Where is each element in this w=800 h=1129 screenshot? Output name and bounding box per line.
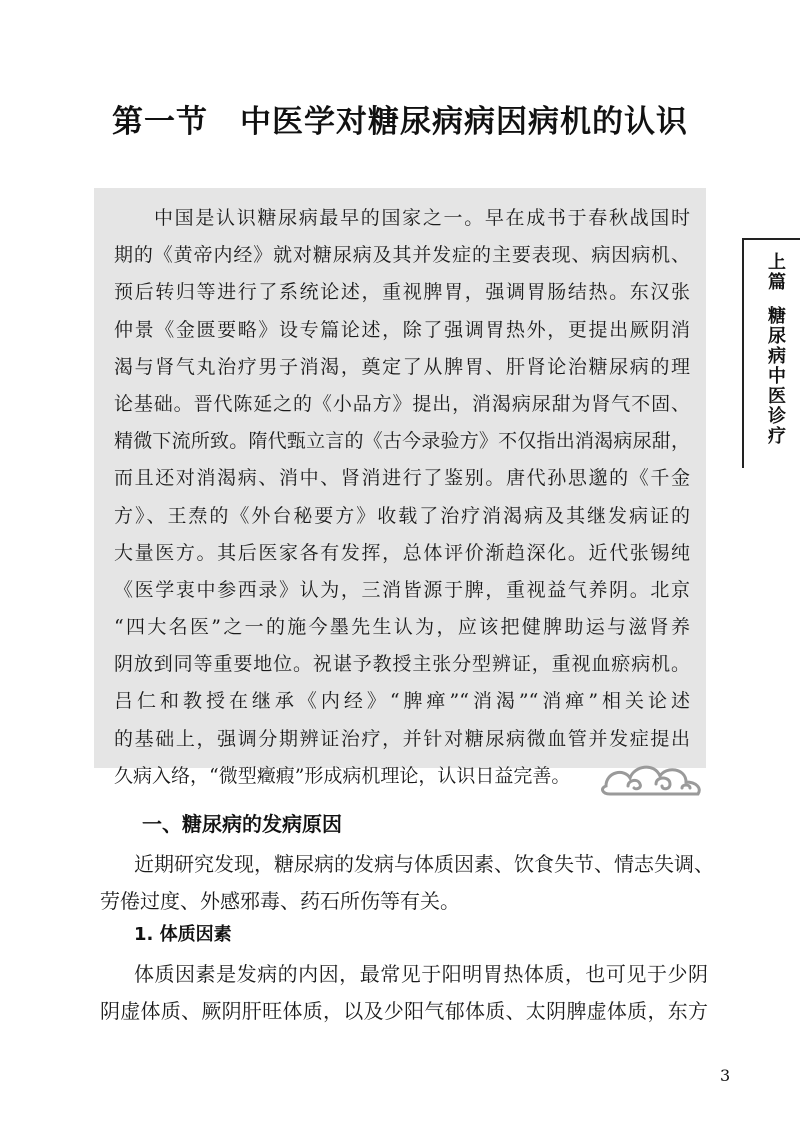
intro-box [94, 188, 706, 787]
section-title: 中医学对糖尿病病因病机的认识 [240, 104, 688, 140]
intro-line: 大量医方。其后医家各有发挥，总体评价渐趋深化。近代张锡纯 [114, 541, 690, 564]
intro-line: 吕仁和教授在继承《内经》“脾瘅”“消渴”“消瘅”相关论述 [114, 690, 690, 713]
side-tab-part: 上篇 [765, 252, 786, 292]
intro-line: 精微下流所致。隋代甄立言的《古今录验方》不仅指出消渴病尿甜， [114, 430, 690, 453]
intro-line: 《医学衷中参西录》认为，三消皆源于脾，重视益气养阴。北京 [114, 578, 690, 601]
side-tab [752, 252, 788, 446]
section-heading: 一、糖尿病的发病原因 [142, 812, 342, 836]
section-number: 第一节 [112, 104, 208, 140]
intro-line: 期的《黄帝内经》就对糖尿病及其并发症的主要表现、病因病机、 [114, 244, 690, 267]
intro-line: 仲景《金匮要略》设专篇论述，除了强调胃热外，更提出厥阴消 [114, 318, 690, 341]
page-number: 3 [720, 1066, 731, 1085]
subsection-paragraph [100, 956, 708, 1030]
page-title [0, 96, 800, 141]
section-paragraph [100, 846, 714, 920]
body-line: 阴虚体质、厥阴肝旺体质，以及少阳气郁体质、太阴脾虚体质，东方 [100, 999, 708, 1023]
body-line: 近期研究发现，糖尿病的发病与体质因素、饮食失节、情志失调、 [134, 852, 714, 876]
intro-line: 论基础。晋代陈延之的《小品方》提出，消渴病尿甜为肾气不固、 [114, 392, 690, 415]
subsection-heading: 1. 体质因素 [134, 924, 232, 945]
intro-paragraph [114, 200, 690, 795]
cloud-ornament-icon [598, 748, 708, 800]
intro-line: 久病入络，“微型癥瘕”形成病机理论，认识日益完善。 [114, 764, 571, 787]
intro-line: 方》、王焘的《外台秘要方》收载了治疗消渴病及其继发病证的 [114, 504, 690, 527]
intro-line: 而且还对消渴病、消中、肾消进行了鉴别。唐代孙思邈的《千金 [114, 467, 690, 490]
body-line: 体质因素是发病的内因，最常见于阳明胃热体质，也可见于少阴 [134, 962, 708, 986]
side-tab-bar [742, 238, 744, 468]
intro-line: 预后转归等进行了系统论述，重视脾胃，强调胃肠结热。东汉张 [114, 281, 690, 304]
intro-line: 中国是认识糖尿病最早的国家之一。早在成书于春秋战国时 [154, 207, 690, 229]
intro-line: 阴放到同等重要地位。祝谌予教授主张分型辨证，重视血瘀病机。 [114, 653, 690, 676]
intro-line: 的基础上，强调分期辨证治疗，并针对糖尿病微血管并发症提出 [114, 727, 690, 750]
intro-line: “四大名医”之一的施今墨先生认为，应该把健脾助运与滋肾养 [114, 616, 690, 639]
side-tab-label: 糖尿病中医诊疗 [765, 306, 786, 446]
body-line: 劳倦过度、外感邪毒、药石所伤等有关。 [100, 889, 460, 913]
intro-line: 渴与肾气丸治疗男子消渴，奠定了从脾胃、肝肾论治糖尿病的理 [114, 355, 690, 378]
side-tab-rule [742, 238, 800, 240]
